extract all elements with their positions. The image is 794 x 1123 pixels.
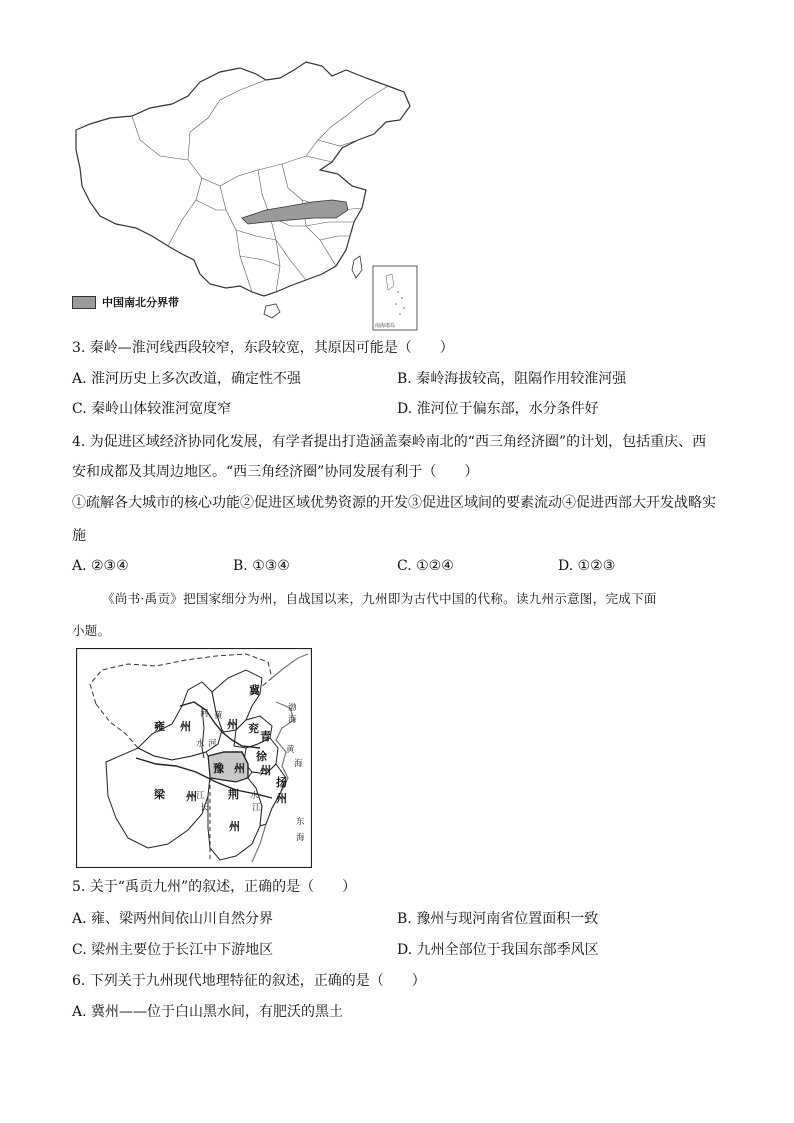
q5-option-b[interactable]: B. 豫州与现河南省位置面积一致: [397, 911, 599, 927]
label-huang: 黄: [214, 711, 223, 721]
label-jiang: 江: [196, 791, 205, 801]
label-huanghai: 黄: [286, 745, 295, 755]
q3-stem: 3. 秦岭—淮河线西段较窄，东段较宽，其原因可能是（ ）: [72, 340, 454, 356]
label-yang: 扬: [276, 776, 287, 789]
label-qing: 青: [260, 730, 271, 743]
q6-option-a[interactable]: A. 冀州——位于白山黑水间，有肥沃的黑土: [72, 1004, 344, 1020]
nine-provinces-svg: [76, 648, 312, 868]
q4-items-cont: 施: [72, 528, 86, 544]
label-dong: 东: [296, 817, 305, 827]
label-yong: 雍: [154, 720, 165, 733]
q3-option-c[interactable]: C. 秦岭山体较淮河宽度窄: [72, 401, 232, 417]
label-zhou-yu: 州: [234, 762, 245, 775]
label-shui-wei: 水: [196, 739, 205, 749]
q4-stem-cont: 安和成都及其周边地区。“西三角经济圈”协同发展有利于（ ）: [72, 464, 479, 480]
q5-option-c[interactable]: C. 梁州主要位于长江中下游地区: [72, 942, 274, 958]
label-zhou-liang: 州: [186, 790, 197, 803]
label-shui-han: 水: [250, 791, 259, 801]
label-zhou-jing: 州: [229, 820, 240, 833]
label-zhou-ji: 州: [227, 718, 238, 731]
label-yan: 兖: [248, 722, 259, 735]
label-ji: 冀: [249, 684, 260, 697]
q5-option-a[interactable]: A. 雍、梁两州间依山川自然分界: [72, 911, 274, 927]
label-xu: 徐: [256, 750, 267, 763]
label-bohai2: 海: [288, 715, 297, 725]
q4-option-a[interactable]: A. ②③④: [72, 558, 129, 574]
label-chang: 长: [200, 803, 209, 813]
passage-line-1: 《尚书·禹贡》把国家细分为州，自战国以来，九州即为古代中国的代称。读九州示意图，完成下面: [102, 591, 657, 606]
label-hai: 海: [296, 833, 305, 843]
q4-option-c[interactable]: C. ①②④: [397, 558, 454, 574]
q5-option-d[interactable]: D. 九州全部位于我国东部季风区: [397, 942, 599, 958]
q4-stem: 4. 为促进区域经济协同化发展，有学者提出打造涵盖秦岭南北的“西三角经济圈”的计划，包括重庆、西: [72, 434, 707, 450]
label-zhou-yang: 州: [276, 792, 287, 805]
q3-option-d[interactable]: D. 淮河位于偏东部，水分条件好: [397, 401, 599, 417]
q4-option-b[interactable]: B. ①③④: [233, 558, 290, 574]
label-zhou-yong: 州: [180, 720, 191, 733]
label-bohai: 渤: [288, 703, 297, 713]
q5-stem: 5. 关于“禹贡九州”的叙述，正确的是（ ）: [72, 879, 357, 895]
label-zhou-xu: 州: [260, 764, 271, 777]
label-he1: 河: [200, 709, 209, 719]
china-map-figure: [70, 60, 420, 332]
label-liang: 梁: [154, 788, 165, 801]
legend-swatch: [72, 296, 96, 309]
q4-option-d[interactable]: D. ①②③: [558, 558, 616, 574]
china-map-svg: [70, 60, 420, 332]
q3-option-b[interactable]: B. 秦岭海拔较高，阻隔作用较淮河强: [397, 371, 627, 387]
legend-label: 中国南北分界带: [102, 296, 179, 309]
inset-label: 南海诸岛: [375, 323, 396, 329]
label-jiang2: 江: [252, 803, 261, 813]
label-yu: 豫: [213, 762, 224, 775]
q4-items: ①疏解各大城市的核心功能②促进区域优势资源的开发③促进区域间的要素流动④促进西部大开发战略实: [72, 495, 716, 511]
passage-line-2: 小题。: [72, 623, 111, 638]
label-jing: 荆: [228, 788, 239, 801]
label-he2: 河: [208, 739, 217, 749]
nine-provinces-map: [76, 648, 312, 868]
q3-option-a[interactable]: A. 淮河历史上多次改道，确定性不强: [72, 371, 302, 387]
label-huanghai2: 海: [294, 759, 303, 769]
south-china-sea-inset: [373, 266, 417, 330]
q6-stem: 6. 下列关于九州现代地理特征的叙述，正确的是（ ）: [72, 973, 426, 989]
